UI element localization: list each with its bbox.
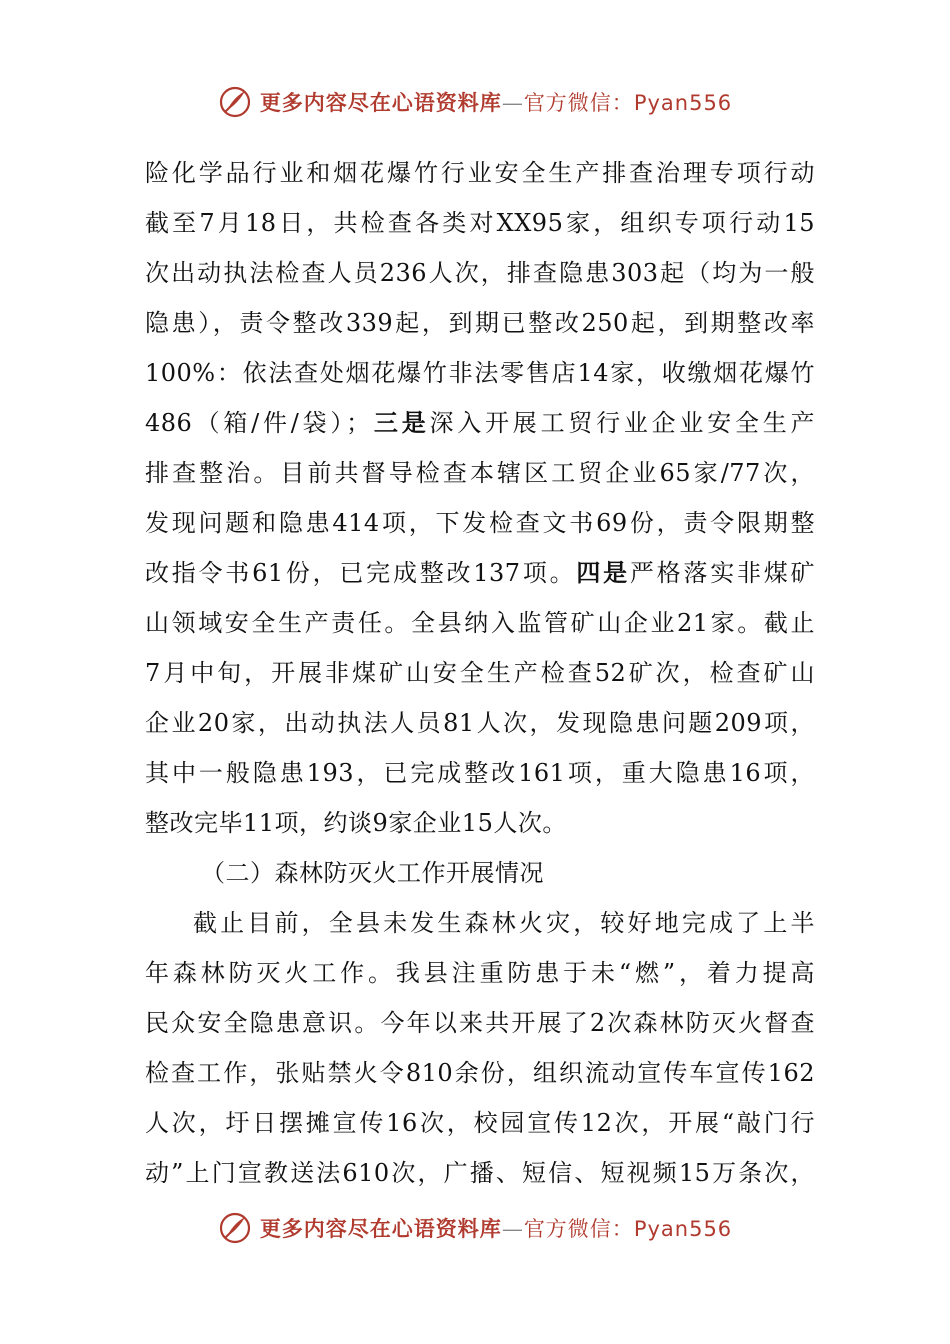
body-text-segment: 严格落实非煤矿 — [629, 559, 816, 587]
body-line: 整改完毕11项，约谈9家企业15人次。 — [145, 809, 567, 837]
footer-wechat-label: 官方微信： — [523, 1217, 634, 1241]
header-main-text: 更多内容尽在心语资料库 — [259, 90, 502, 115]
header-wechat-id: Pyan556 — [633, 91, 733, 115]
body-line: 险化学品行业和烟花爆竹行业安全生产排查治理专项行动 — [145, 159, 815, 187]
body-line: 隐患），责令整改339起，到期已整改250起，到期整改率 — [145, 309, 815, 337]
footer-watermark-text — [260, 1213, 732, 1243]
body-line: 年森林防灭火工作。我县注重防患于未“燃”，着力提高 — [145, 959, 815, 987]
body-line: 民众安全隐患意识。今年以来共开展了2次森林防灭火督查 — [145, 1009, 815, 1037]
body-line: 100%：依法查处烟花爆竹非法零售店14家，收缴烟花爆竹 — [145, 359, 815, 387]
body-line: 企业20家，出动执法人员81人次，发现隐患问题209项， — [145, 709, 815, 737]
body-line — [145, 548, 815, 598]
body-line: 检查工作，张贴禁火令810余份，组织流动宣传车宣传162 — [145, 1059, 815, 1087]
quill-logo-icon — [218, 85, 252, 119]
body-line: 其中一般隐患193，已完成整改161项，重大隐患16项， — [145, 759, 815, 787]
body-line: 截至7月18日，共检查各类对XX95家，组织专项行动15 — [145, 209, 815, 237]
header-wechat-label: 官方微信： — [523, 91, 634, 115]
header-watermark — [0, 82, 950, 122]
header-separator: — — [501, 91, 524, 115]
body-line: 人次，圩日摆摊宣传16次，校园宣传12次，开展“敲门行 — [145, 1109, 815, 1137]
body-line: 山领域安全生产责任。全县纳入监管矿山企业21家。截止 — [145, 609, 815, 637]
body-line: 7月中旬，开展非煤矿山安全生产检查52矿次，检查矿山 — [145, 659, 815, 687]
bold-marker-four: 四是 — [576, 558, 630, 587]
header-watermark-text — [260, 87, 732, 117]
body-line: 排查整治。目前共督导检查本辖区工贸企业65家/77次， — [145, 459, 815, 487]
body-text-segment: 486（箱/件/袋）； — [145, 409, 371, 437]
body-text-segment: 改指令书61份，已完成整改137项。 — [145, 559, 577, 587]
footer-main-text: 更多内容尽在心语资料库 — [259, 1216, 502, 1241]
quill-logo-icon — [218, 1211, 252, 1245]
footer-separator: — — [501, 1217, 524, 1241]
body-text-segment: 深入开展工贸行业企业安全生产 — [429, 409, 816, 437]
bold-marker-three: 三是 — [370, 408, 430, 437]
section-heading: （二）森林防灭火工作开展情况 — [201, 859, 544, 887]
body-line: 次出动执法检查人员236人次，排查隐患303起（均为一般 — [145, 259, 815, 287]
body-line: 发现问题和隐患414项，下发检查文书69份，责令限期整 — [145, 509, 815, 537]
footer-watermark — [0, 1208, 950, 1248]
footer-wechat-id: Pyan556 — [633, 1217, 733, 1241]
body-line — [145, 398, 815, 448]
body-line: 截止目前，全县未发生森林火灾，较好地完成了上半 — [193, 909, 815, 937]
document-body — [145, 148, 815, 1198]
body-line: 动”上门宣教送法610次，广播、短信、短视频15万条次， — [145, 1159, 815, 1187]
